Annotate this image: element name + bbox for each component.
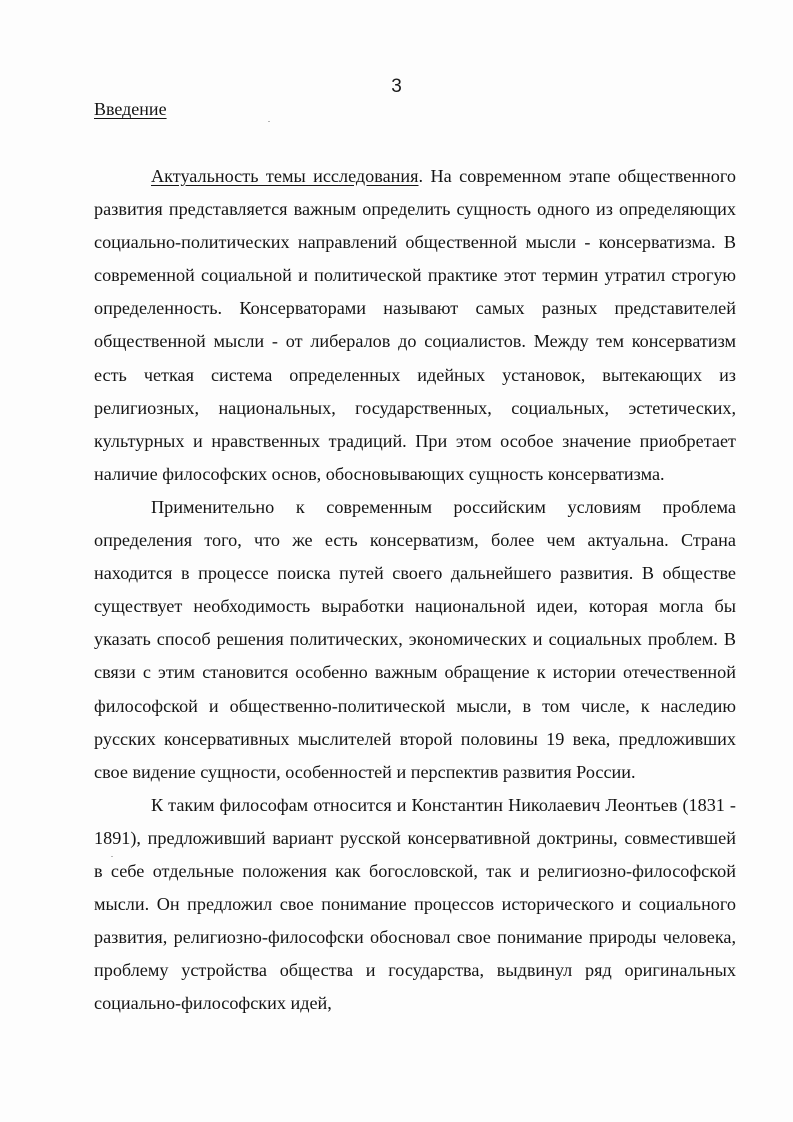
paragraph-text: . На современном этапе общественного развития представляется важным определить сущность одного из определяющих социально-политических направлений общественной мысли - консерватизма. В современной социальной и политической практике этот термин утратил строгую определенность. Консерваторами называют самых разных представителей общественной мысли - от либералов до социалистов. Между тем консерватизм есть четкая система определенных идейных установок, вытекающих из религиозных, национальных, государственных, социальных, эстетических, культурных и нравственных традиций. При этом особое значение приобретает наличие философских основ, обосновывающих сущность консерватизма. bbox=[94, 166, 736, 484]
paragraph-lead-heading: Актуальность темы исследования bbox=[151, 166, 419, 186]
paragraph-relevance bbox=[94, 160, 736, 491]
paragraph-russian-conditions: Применительно к современным российским условиям проблема определения того, что же есть консерватизм, более чем актуальна. Страна находится в процессе поиска путей своего дальнейшего развития. В обществе существует необходимость выработки национальной идеи, которая могла бы указать способ решения политических, экономических и социальных проблем. В связи с этим становится особенно важным обращение к истории отечественной философской и общественно-политической мысли, в том числе, к наследию русских консервативных мыслителей второй половины 19 века, предложивших свое видение сущности, особенностей и перспектив развития России. bbox=[94, 496, 736, 782]
document-body bbox=[94, 160, 736, 1020]
section-title: Введение bbox=[94, 99, 167, 119]
paragraph-leontiev: К таким философам относится и Константин Николаевич Леонтьев (1831 - 1891), предложивший вариант русской консервативной доктрины, совместившей в себе отдельные положения как богословской, так и религиозно-философской мысли. Он предложил свое понимание процессов исторического и социального развития, религиозно-философски обосновал свое понимание природы человека, проблему устройства общества и государства, выдвинул ряд оригинальных социально-философских идей, bbox=[94, 794, 736, 1014]
page-number: 3 bbox=[391, 76, 402, 97]
scan-speck bbox=[268, 121, 270, 122]
scan-speck bbox=[111, 856, 113, 857]
